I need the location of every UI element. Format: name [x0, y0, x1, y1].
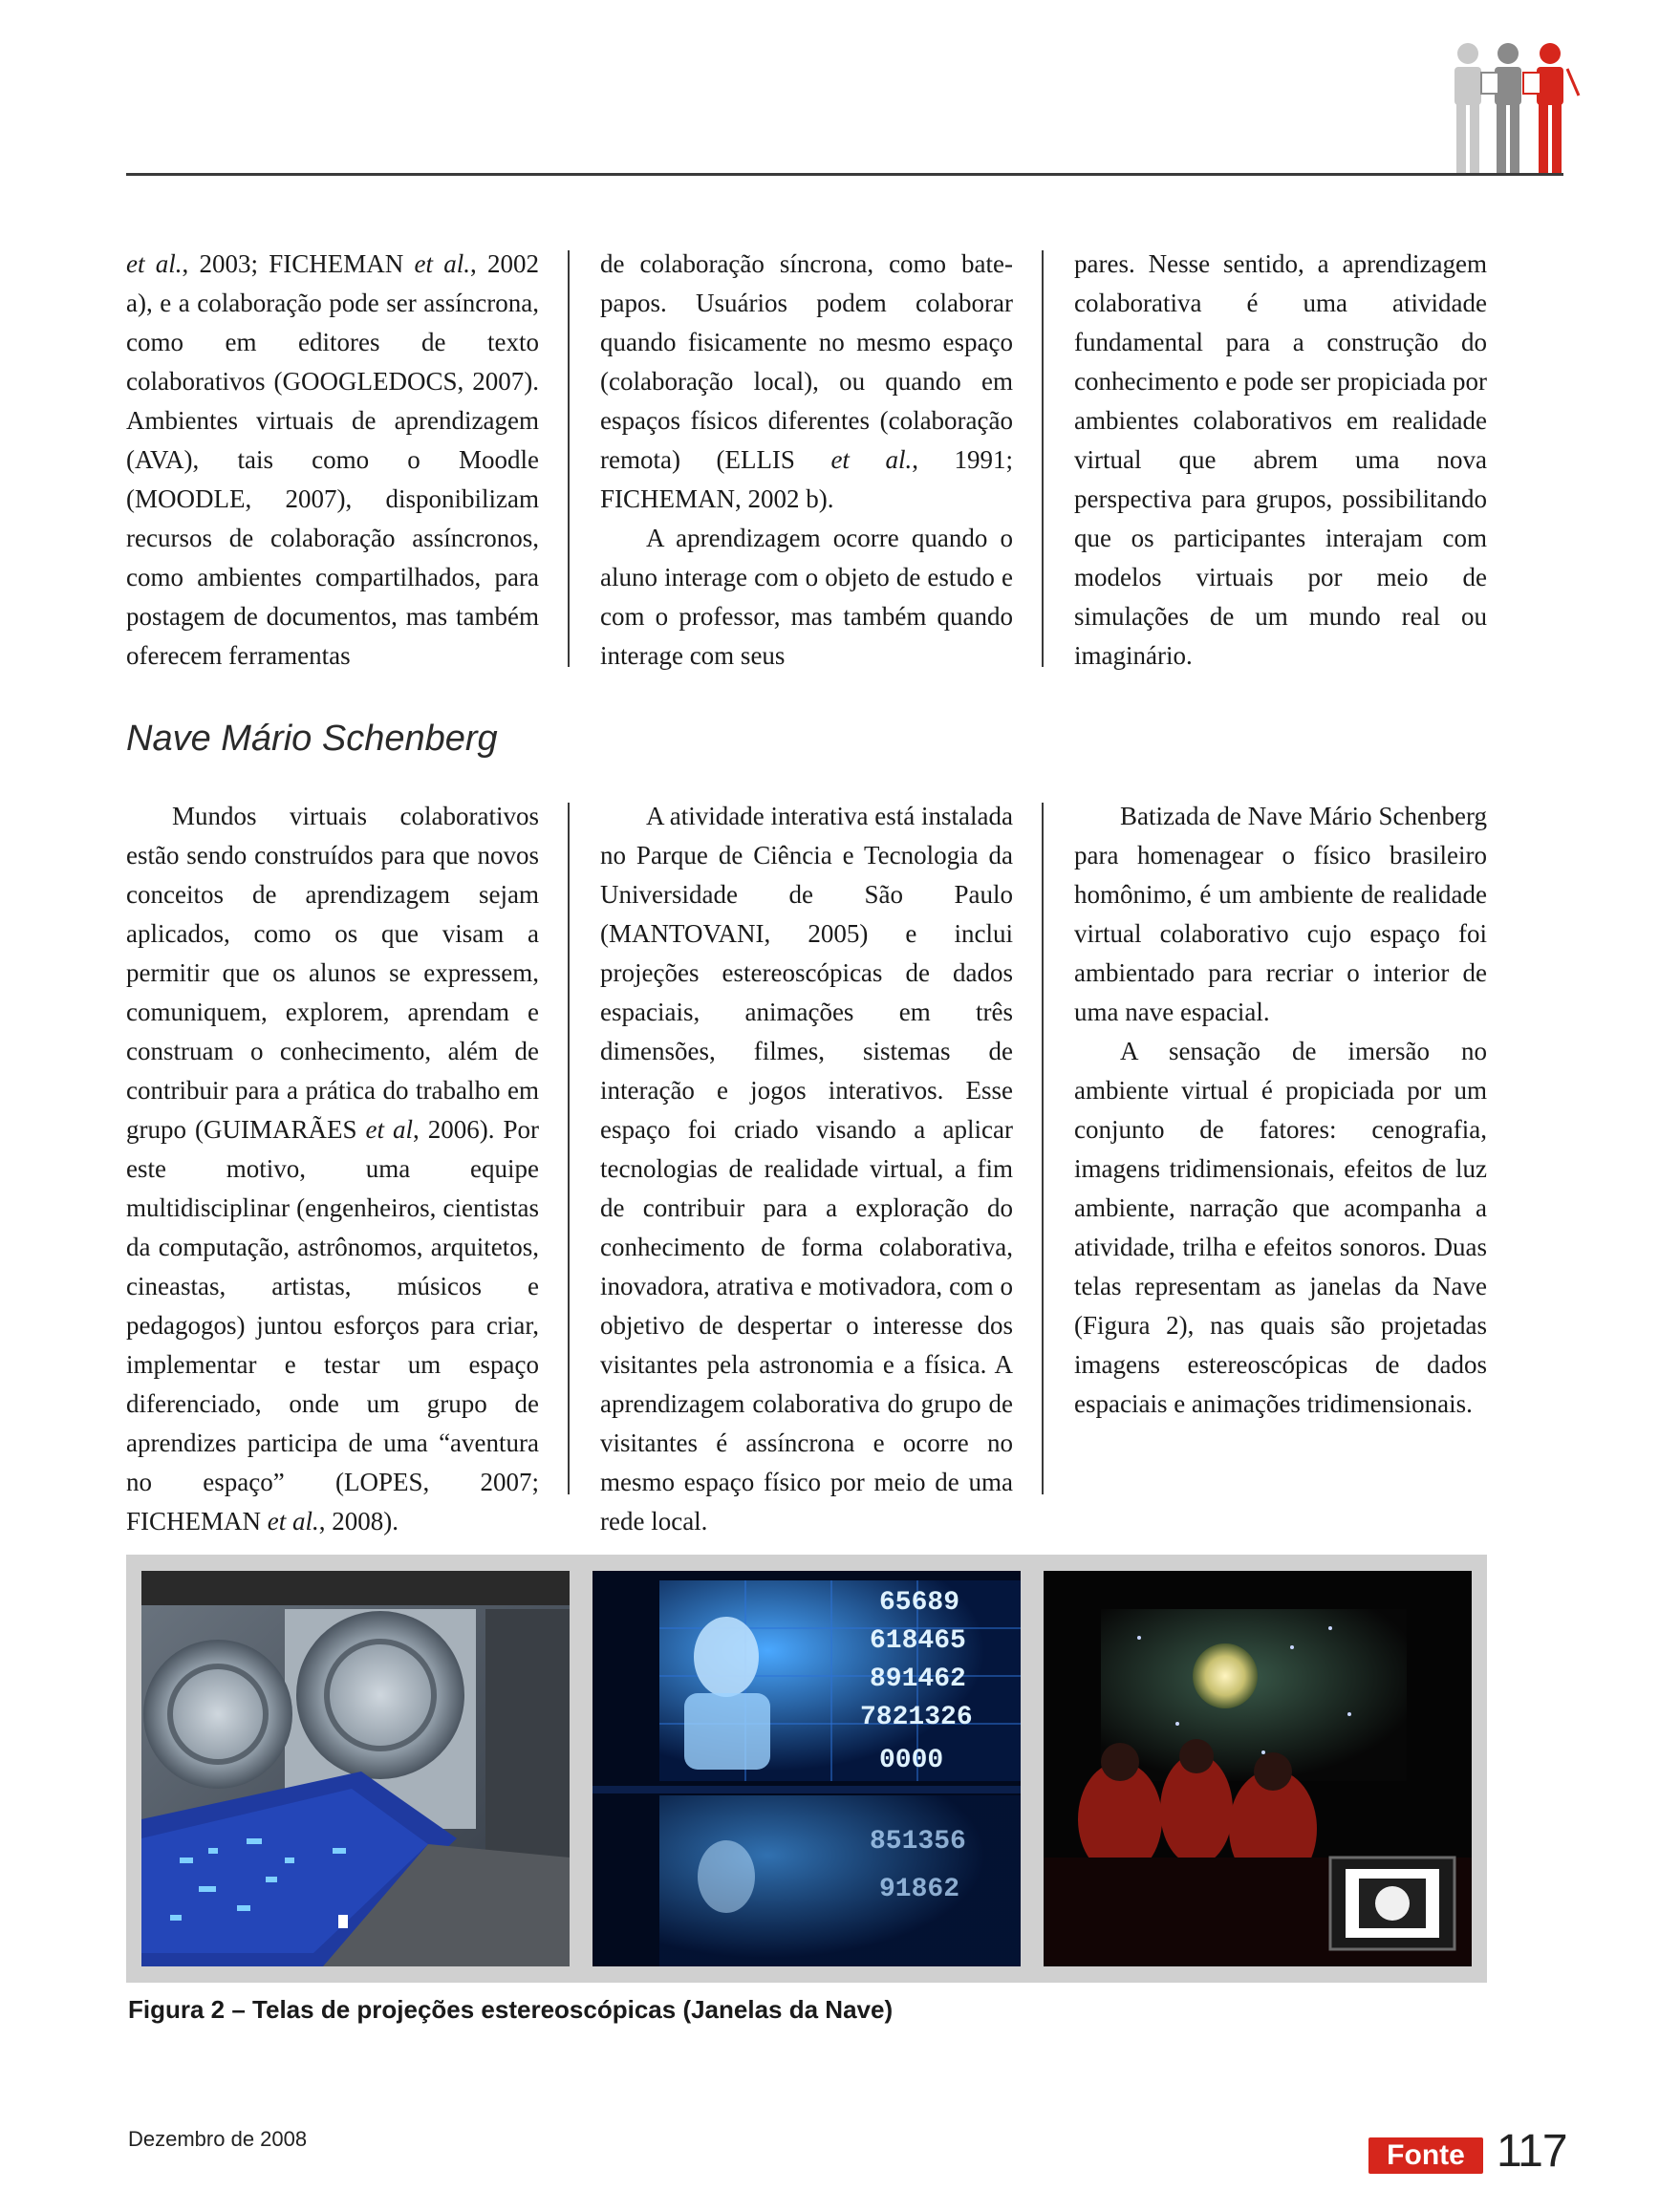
column-divider — [568, 803, 570, 1494]
screen-digits: 618465 — [870, 1626, 966, 1656]
top-column-1 — [126, 245, 539, 676]
paragraph — [600, 245, 1013, 519]
text-run: , 2003; FICHEMAN — [182, 249, 415, 278]
top-column-2 — [600, 245, 1013, 676]
screen-digits: 0000 — [879, 1746, 944, 1775]
text-run: , 2006). Por este motivo, uma equipe multidisciplinar (engenheiros, cientistas da computação, astrônomos, arquitetos, cineastas, artistas, músicos e pedagogos) juntou esforços para criar, implementar e testar um espaço diferenciado, onde um grupo de aprendizes participa de uma “aventura no espaço” (LOPES, 2007; FICHEMAN — [126, 1115, 539, 1536]
top-column-3 — [1074, 245, 1487, 676]
bottom-column-1 — [126, 797, 539, 1541]
rich-text — [600, 249, 1013, 513]
italic-text: et al. — [414, 249, 470, 278]
bottom-column-3 — [1074, 797, 1487, 1424]
italic-text: et al. — [126, 249, 183, 278]
screen-digits-reflection: 851356 — [870, 1827, 966, 1857]
paragraph: A aprendizagem ocorre quando o aluno interage com o objeto de estudo e com o professor, mas também quando interage com seus — [600, 524, 1013, 670]
photo-stereo-screen — [592, 1571, 1021, 1966]
footer-date: Dezembro de 2008 — [128, 2127, 308, 2151]
bottom-column-2 — [600, 797, 1013, 1541]
paragraph: A sensação de imersão no ambiente virtual é propiciada por um conjunto de fatores: cenografia, imagens tridimensionais, efeitos de luz ambiente, narração que acompanha a atividade, trilha e efeitos sonoros. Duas telas representam as janelas da Nave (Figura 2), nas quais são projetadas imagens estereoscópicas de dados espaciais e animações tridimensionais. — [1074, 1037, 1487, 1418]
paragraph: A atividade interativa está instalada no Parque de Ciência e Tecnologia da Universidade de São Paulo (MANTOVANI, 2005) e inclui projeções estereoscópicas de dados espaciais, animações em três dimensões, filmes, sistemas de interação e jogos interativos. Esse espaço foi criado visando a aplicar tecnologias de realidade virtual, a fim de contribuir para a exploração do conhecimento de forma colaborativa, inovadora, atrativa e motivadora, com o objetivo de despertar o interesse dos visitantes pela astronomia e a física. A aprendizagem colaborativa do grupo de visitantes é assíncrona e ocorre no mesmo espaço físico por meio de uma rede local. — [600, 802, 1013, 1536]
paragraph: pares. Nesse sentido, a aprendizagem colaborativa é uma atividade fundamental para a construção do conhecimento e pode ser propiciada por ambientes colaborativos em realidade virtual que abrem uma nova perspectiva para grupos, possibilitando que os participantes interajam com modelos virtuais por meio de simulações de um mundo real ou imaginário. — [1074, 249, 1487, 670]
header-rule — [126, 173, 1563, 176]
italic-text: et al — [365, 1115, 413, 1144]
screen-digits: 65689 — [879, 1588, 960, 1618]
figure-caption: Figura 2 – Telas de projeções estereoscópicas (Janelas da Nave) — [128, 1995, 894, 2024]
rich-text — [126, 802, 539, 1536]
italic-text: et al. — [267, 1507, 319, 1536]
italic-text: et al. — [830, 445, 913, 474]
photo-ship-interior — [141, 1571, 570, 1966]
photo-visitors — [1044, 1571, 1472, 1966]
text-run: de colaboração síncrona, como bate-papos. Usuários podem colaborar quando fisicamente no mesmo espaço (colaboração local), ou quando em espaços físicos diferentes (colaboração remota) (ELLIS — [600, 249, 1013, 474]
screen-digits: 891462 — [870, 1664, 966, 1694]
brand-badge: Fonte — [1368, 2137, 1483, 2174]
text-run: , 1991; FICHEMAN, 2002 b). — [600, 445, 1013, 513]
text-run: , 2002 a), e a colaboração pode ser assíncrona, como em editores de texto colaborativos (GOOGLEDOCS, 2007). Ambientes virtuais de aprendizagem (AVA), tais como o Moodle (MOODLE, 2007), disponibilizam recursos de colaboração assíncronos, como ambientes compartilhados, para postagem de documentos, mas também oferecem ferramentas — [126, 249, 539, 670]
rich-text — [126, 249, 539, 670]
screen-digits-reflection: 91862 — [879, 1875, 960, 1904]
column-divider — [1042, 250, 1044, 667]
column-divider — [1042, 803, 1044, 1494]
screen-digits: 7821326 — [860, 1703, 973, 1732]
text-run: Mundos virtuais colaborativos estão sendo construídos para que novos conceitos de aprendizagem sejam aplicados, como os que visam a permitir que os alunos se expressem, comuniquem, explorem, aprendam e construam o conhecimento, além de contribuir para a prática do trabalho em grupo (GUIMARÃES — [126, 802, 539, 1144]
column-divider — [568, 250, 570, 667]
paragraph — [126, 245, 539, 676]
paragraph — [126, 797, 539, 1541]
page-number: 117 — [1497, 2126, 1567, 2177]
paragraph: Batizada de Nave Mário Schenberg para homenagear o físico brasileiro homônimo, é um ambiente de realidade virtual colaborativo cujo espaço foi ambientado para recriar o interior de uma nave espacial. — [1074, 802, 1487, 1026]
text-run: , 2008). — [318, 1507, 399, 1536]
section-title: Nave Mário Schenberg — [126, 719, 498, 759]
people-logo-icon — [1447, 40, 1581, 176]
